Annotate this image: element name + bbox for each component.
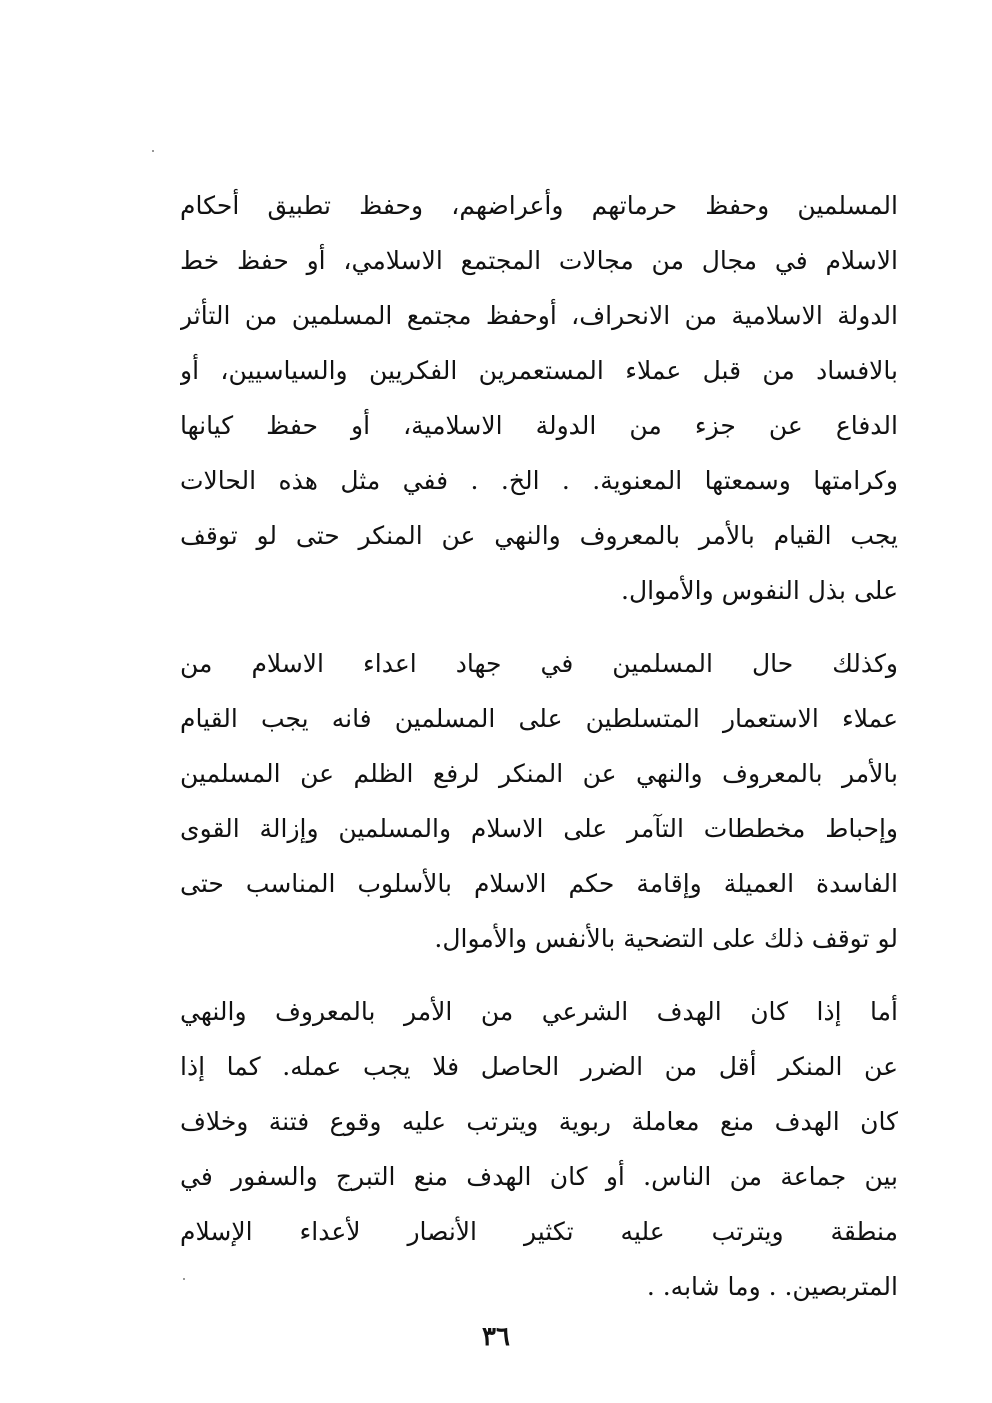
paragraph-2 [180, 636, 898, 966]
body-text [180, 178, 898, 1314]
text-line: المسلمين وحفظ حرماتهم وأعراضهم، وحفظ تطبيق أحكام [180, 191, 898, 220]
text-line: وكذلك حال المسلمين في جهاد اعداء الاسلام من [180, 649, 898, 678]
text-line: على بذل النفوس والأموال. [621, 576, 898, 605]
text-line: كان الهدف منع معاملة ربوية ويترتب عليه وقوع فتنة وخلاف [180, 1107, 898, 1136]
text-line: أما إذا كان الهدف الشرعي من الأمر بالمعروف والنهي [180, 997, 898, 1026]
text-line: الدفاع عن جزء من الدولة الاسلامية، أو حفظ كيانها [180, 411, 898, 440]
text-line: الاسلام في مجال من مجالات المجتمع الاسلامي، أو حفظ خط [180, 246, 898, 275]
text-line: عن المنكر أقل من الضرر الحاصل فلا يجب عمله. كما إذا [180, 1052, 898, 1081]
paragraph-3 [180, 984, 898, 1314]
text-line: منطقة ويترتب عليه تكثير الأنصار لأعداء الإسلام [180, 1217, 898, 1246]
page-number: ٣٦ [482, 1322, 510, 1352]
paragraph-gap [180, 618, 898, 636]
text-line: بين جماعة من الناس. أو كان الهدف منع التبرج والسفور في [180, 1162, 898, 1191]
text-line: بالافساد من قبل عملاء المستعمرين الفكريين والسياسيين، أو [180, 356, 898, 385]
text-line: الفاسدة العميلة وإقامة حكم الاسلام بالأسلوب المناسب حتى [180, 869, 898, 898]
text-line: لو توقف ذلك على التضحية بالأنفس والأموال. [434, 924, 898, 953]
paragraph-1 [180, 178, 898, 618]
text-line: بالأمر بالمعروف والنهي عن المنكر لرفع الظلم عن المسلمين [180, 759, 898, 788]
paragraph-gap [180, 966, 898, 984]
text-line: الدولة الاسلامية من الانحراف، أوحفظ مجتمع المسلمين من التأثر [180, 301, 898, 330]
text-line: وإحباط مخططات التآمر على الاسلام والمسلمين وإزالة القوى [180, 814, 898, 843]
scan-speck [183, 1278, 185, 1280]
text-line: عملاء الاستعمار المتسلطين على المسلمين فانه يجب القيام [180, 704, 898, 733]
text-line: المتربصين. . وما شابه. . [646, 1272, 898, 1301]
text-line: وكرامتها وسمعتها المعنوية. . الخ. . ففي مثل هذه الحالات [180, 466, 898, 495]
scan-speck [152, 150, 154, 152]
text-line: يجب القيام بالأمر بالمعروف والنهي عن المنكر حتى لو توقف [180, 521, 898, 550]
